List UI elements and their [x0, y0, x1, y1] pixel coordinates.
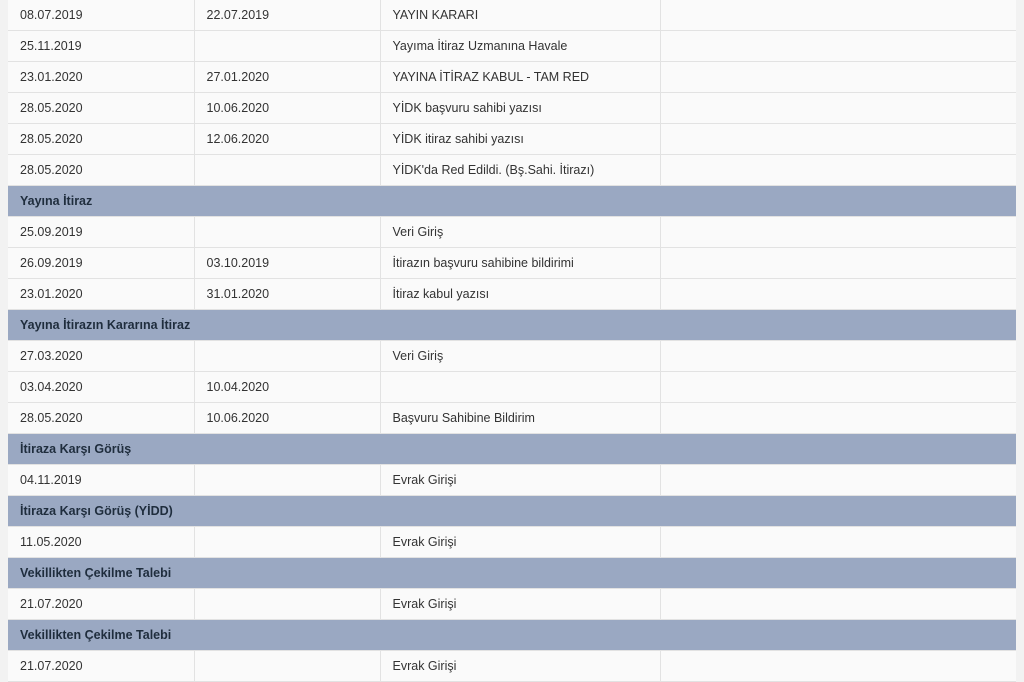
cell-extra	[660, 341, 1016, 372]
cell-description: Veri Giriş	[380, 217, 660, 248]
section-header-row	[8, 186, 1016, 217]
cell-description: İtirazın başvuru sahibine bildirimi	[380, 248, 660, 279]
table-row	[8, 217, 1016, 248]
cell-date-secondary	[194, 651, 380, 682]
cell-date-secondary: 22.07.2019	[194, 0, 380, 31]
cell-extra	[660, 465, 1016, 496]
table-row	[8, 372, 1016, 403]
cell-date-primary: 21.07.2020	[8, 651, 194, 682]
cell-extra	[660, 403, 1016, 434]
section-header-row	[8, 620, 1016, 651]
cell-date-secondary	[194, 341, 380, 372]
cell-extra	[660, 527, 1016, 558]
table-row	[8, 279, 1016, 310]
cell-date-primary: 28.05.2020	[8, 155, 194, 186]
cell-date-secondary: 10.06.2020	[194, 93, 380, 124]
cell-date-primary: 23.01.2020	[8, 279, 194, 310]
section-title: İtiraza Karşı Görüş (YİDD)	[8, 496, 1016, 527]
cell-extra	[660, 0, 1016, 31]
table-row	[8, 124, 1016, 155]
cell-extra	[660, 62, 1016, 93]
cell-description: Veri Giriş	[380, 341, 660, 372]
section-header-row	[8, 434, 1016, 465]
cell-date-primary: 11.05.2020	[8, 527, 194, 558]
cell-description: Yayıma İtiraz Uzmanına Havale	[380, 31, 660, 62]
section-header-row	[8, 496, 1016, 527]
cell-extra	[660, 124, 1016, 155]
section-title: İtiraza Karşı Görüş	[8, 434, 1016, 465]
table-row	[8, 155, 1016, 186]
table-row	[8, 465, 1016, 496]
section-title: Vekillikten Çekilme Talebi	[8, 558, 1016, 589]
section-header-row	[8, 310, 1016, 341]
cell-date-secondary	[194, 217, 380, 248]
table-row	[8, 341, 1016, 372]
cell-date-secondary	[194, 527, 380, 558]
cell-date-primary: 25.09.2019	[8, 217, 194, 248]
cell-date-secondary	[194, 31, 380, 62]
cell-date-secondary: 03.10.2019	[194, 248, 380, 279]
cell-date-secondary	[194, 589, 380, 620]
cell-date-secondary	[194, 155, 380, 186]
cell-date-primary: 28.05.2020	[8, 93, 194, 124]
cell-description: İtiraz kabul yazısı	[380, 279, 660, 310]
section-title: Vekillikten Çekilme Talebi	[8, 620, 1016, 651]
table-row	[8, 651, 1016, 682]
cell-extra	[660, 279, 1016, 310]
cell-date-primary: 26.09.2019	[8, 248, 194, 279]
cell-description: YAYIN KARARI	[380, 0, 660, 31]
cell-date-secondary: 27.01.2020	[194, 62, 380, 93]
cell-date-primary: 04.11.2019	[8, 465, 194, 496]
cell-description: YİDK'da Red Edildi. (Bş.Sahi. İtirazı)	[380, 155, 660, 186]
cell-date-secondary: 10.04.2020	[194, 372, 380, 403]
cell-description: Evrak Girişi	[380, 589, 660, 620]
cell-date-primary: 28.05.2020	[8, 403, 194, 434]
cell-extra	[660, 31, 1016, 62]
table-row	[8, 403, 1016, 434]
section-header-row	[8, 558, 1016, 589]
cell-extra	[660, 217, 1016, 248]
cell-description: YAYINA İTİRAZ KABUL - TAM RED	[380, 62, 660, 93]
cell-description: Başvuru Sahibine Bildirim	[380, 403, 660, 434]
cell-description: Evrak Girişi	[380, 465, 660, 496]
cell-description	[380, 372, 660, 403]
table-row	[8, 589, 1016, 620]
table-row	[8, 0, 1016, 31]
table-row	[8, 93, 1016, 124]
cell-description: YİDK itiraz sahibi yazısı	[380, 124, 660, 155]
cell-extra	[660, 93, 1016, 124]
cell-extra	[660, 248, 1016, 279]
table-row	[8, 527, 1016, 558]
cell-date-primary: 23.01.2020	[8, 62, 194, 93]
cell-date-primary: 21.07.2020	[8, 589, 194, 620]
cell-date-secondary	[194, 465, 380, 496]
cell-date-secondary: 31.01.2020	[194, 279, 380, 310]
cell-date-primary: 08.07.2019	[8, 0, 194, 31]
cell-description: Evrak Girişi	[380, 651, 660, 682]
section-title: Yayına İtiraz	[8, 186, 1016, 217]
cell-extra	[660, 651, 1016, 682]
section-title: Yayına İtirazın Kararına İtiraz	[8, 310, 1016, 341]
process-history-table	[8, 0, 1016, 682]
cell-extra	[660, 589, 1016, 620]
cell-description: Evrak Girişi	[380, 527, 660, 558]
cell-extra	[660, 372, 1016, 403]
table-row	[8, 31, 1016, 62]
cell-date-secondary: 12.06.2020	[194, 124, 380, 155]
cell-description: YİDK başvuru sahibi yazısı	[380, 93, 660, 124]
cell-date-primary: 03.04.2020	[8, 372, 194, 403]
cell-extra	[660, 155, 1016, 186]
table-row	[8, 248, 1016, 279]
cell-date-primary: 28.05.2020	[8, 124, 194, 155]
cell-date-secondary: 10.06.2020	[194, 403, 380, 434]
table-row	[8, 62, 1016, 93]
cell-date-primary: 27.03.2020	[8, 341, 194, 372]
table-body	[8, 0, 1016, 682]
cell-date-primary: 25.11.2019	[8, 31, 194, 62]
